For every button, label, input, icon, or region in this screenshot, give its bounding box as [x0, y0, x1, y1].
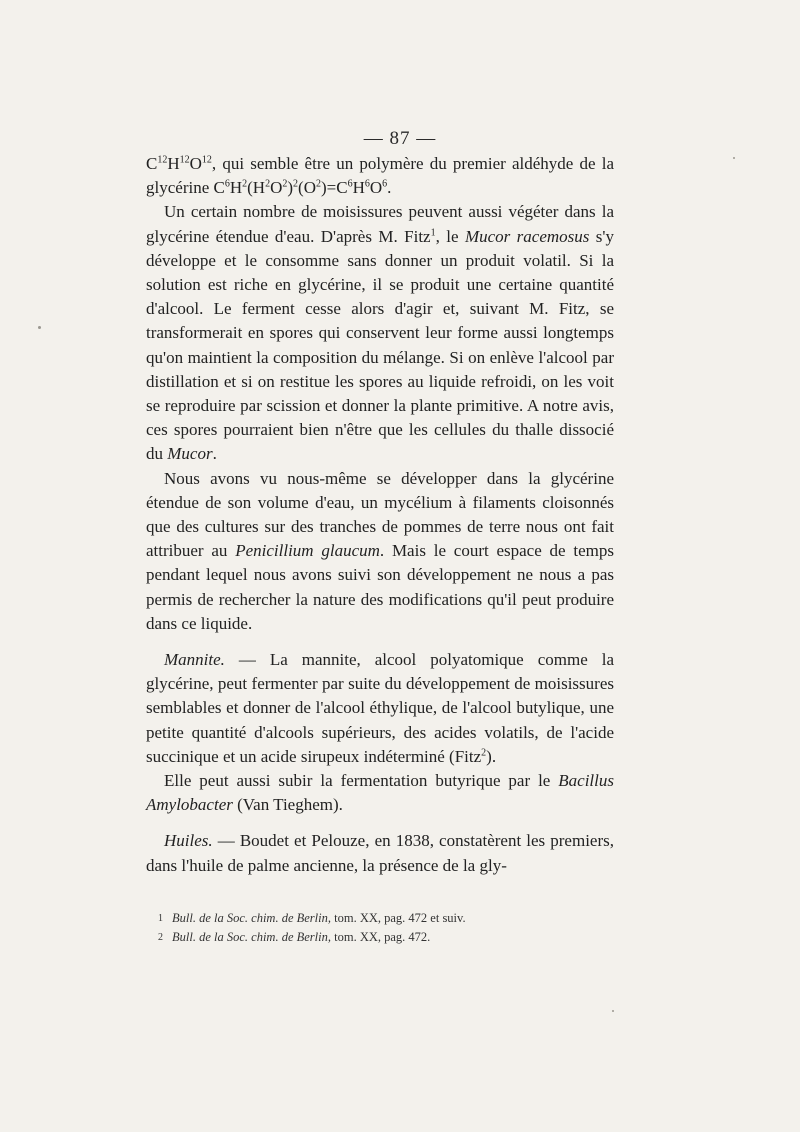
formula-superscript: 6 — [224, 178, 230, 190]
formula-text: ) — [287, 178, 294, 198]
paragraph-6 — [146, 829, 614, 877]
formula-superscript: 2 — [293, 178, 299, 190]
footnote-source: Bull. de la Soc. chim. de Berlin, — [172, 930, 331, 944]
paragraph-text: , le — [435, 226, 465, 246]
formula-superscript: 12 — [201, 154, 212, 166]
formula-superscript: 2 — [315, 178, 321, 190]
paragraph-text: . — [212, 444, 217, 464]
paragraph-text: Nous avons vu nous-même se développer dans la glycérine étendue de son volume d'eau, un mycélium à filaments cloisonnés que des cultures sur des tranches de pommes de terre nous ont fait attribuer au — [146, 468, 614, 561]
footnote-reference[interactable]: 2 — [481, 747, 487, 759]
paragraph-3 — [146, 467, 614, 636]
paragraph-text: — La mannite, alcool polyatomique comme la glycérine, peut fermenter par suite du développement de moisissures semblables et donner de l'alcool éthylique, de l'alcool butylique, une petite quantité d'alcools supérieurs, des acides volatils, de l'acide succinique et un acide sirupeux indéterminé (Fitz — [146, 650, 614, 766]
footnote — [158, 928, 614, 947]
paragraph-text: ). — [486, 746, 497, 766]
formula-superscript: 12 — [179, 154, 190, 166]
paper-speck — [612, 1010, 614, 1012]
paragraph-text: , qui semble être un polymère du premier aldéhyde de la glycérine — [146, 154, 614, 198]
section-heading: Mannite. — [164, 650, 225, 670]
paragraph-text: Un certain nombre de moisissures peuvent aussi végéter dans la glycérine étendue d'eau. D'après M. Fitz — [146, 202, 614, 246]
formula-text: )=C — [320, 178, 348, 198]
paper-speck — [733, 157, 735, 159]
body-text — [146, 152, 614, 878]
species-name: Penicillium glaucum — [235, 541, 380, 561]
formula-text: H — [229, 178, 243, 198]
paragraph-1 — [146, 152, 614, 200]
footnote — [158, 909, 614, 928]
paper-speck — [38, 326, 41, 329]
formula-text: C — [146, 154, 158, 173]
footnotes — [158, 909, 614, 947]
paragraph-5 — [146, 769, 614, 817]
species-name: Mucor racemosus — [464, 226, 590, 246]
formula-superscript: 12 — [157, 154, 168, 166]
formula-text: (H — [247, 178, 266, 198]
formula-text: O — [369, 178, 383, 198]
paragraph-4 — [146, 648, 614, 769]
section-heading: Huiles. — [164, 831, 213, 851]
formula-superscript: 6 — [364, 178, 370, 190]
footnote-text: tom. XX, pag. 472. — [331, 930, 431, 944]
footnote-source: Bull. de la Soc. chim. de Berlin, — [172, 911, 331, 925]
footnote-reference[interactable]: 1 — [430, 226, 436, 238]
formula-superscript: 6 — [382, 178, 388, 190]
formula-superscript: 6 — [347, 178, 353, 190]
formula-text: (O — [298, 178, 316, 198]
paragraph-2 — [146, 200, 614, 466]
paragraph-text: (Van Tieghem). — [232, 795, 343, 815]
formula-superscript: 2 — [282, 178, 288, 190]
formula-text: C — [213, 178, 225, 198]
formula-text: H — [352, 178, 365, 198]
footnote-text: tom. XX, pag. 472 et suiv. — [331, 911, 466, 925]
formula-superscript: 2 — [265, 178, 271, 190]
formula-superscript: 2 — [242, 178, 248, 190]
formula-text: H — [167, 154, 180, 173]
paragraph-text: Elle peut aussi subir la fermentation butyrique par le — [164, 771, 559, 791]
species-name: Mucor — [167, 444, 213, 464]
formula-text: O — [189, 154, 202, 173]
formula-text: . — [387, 178, 392, 198]
paragraph-text: — Boudet et Pelouze, en 1838, constatèrent les premiers, dans l'huile de palme ancienne, la présence de la gly- — [146, 831, 614, 875]
page-number: — 87 — — [363, 128, 437, 149]
footnote-mark: 2 — [158, 932, 163, 943]
paragraph-text: s'y développe et le consomme sans donner un produit volatil. Si la solution est riche en glycérine, il se produit une certaine quantité d'alcool. Le ferment cesse alors d'agir et, suivant M. Fitz, se transformerait en spores qui conservent leur forme aussi longtemps qu'on maintient la composition du mélange. Si on enlève l'alcool par distillation et si on restitue les spores au liquide refroidi, on les voit se reproduire par scission et donner la plante primitive. A notre avis, ces spores pourraient bien n'être que les cellules du thalle dissocié du — [146, 226, 614, 464]
footnote-mark: 1 — [158, 913, 163, 924]
formula-text: O — [270, 178, 283, 198]
species-name: Bacillus Amylobacter — [146, 771, 614, 815]
paragraph-text: . Mais le court espace de temps pendant lequel nous avons suivi son développement ne nous a pas permis de rechercher la nature des modifications qu'il peut produire dans ce liquide. — [146, 541, 614, 633]
